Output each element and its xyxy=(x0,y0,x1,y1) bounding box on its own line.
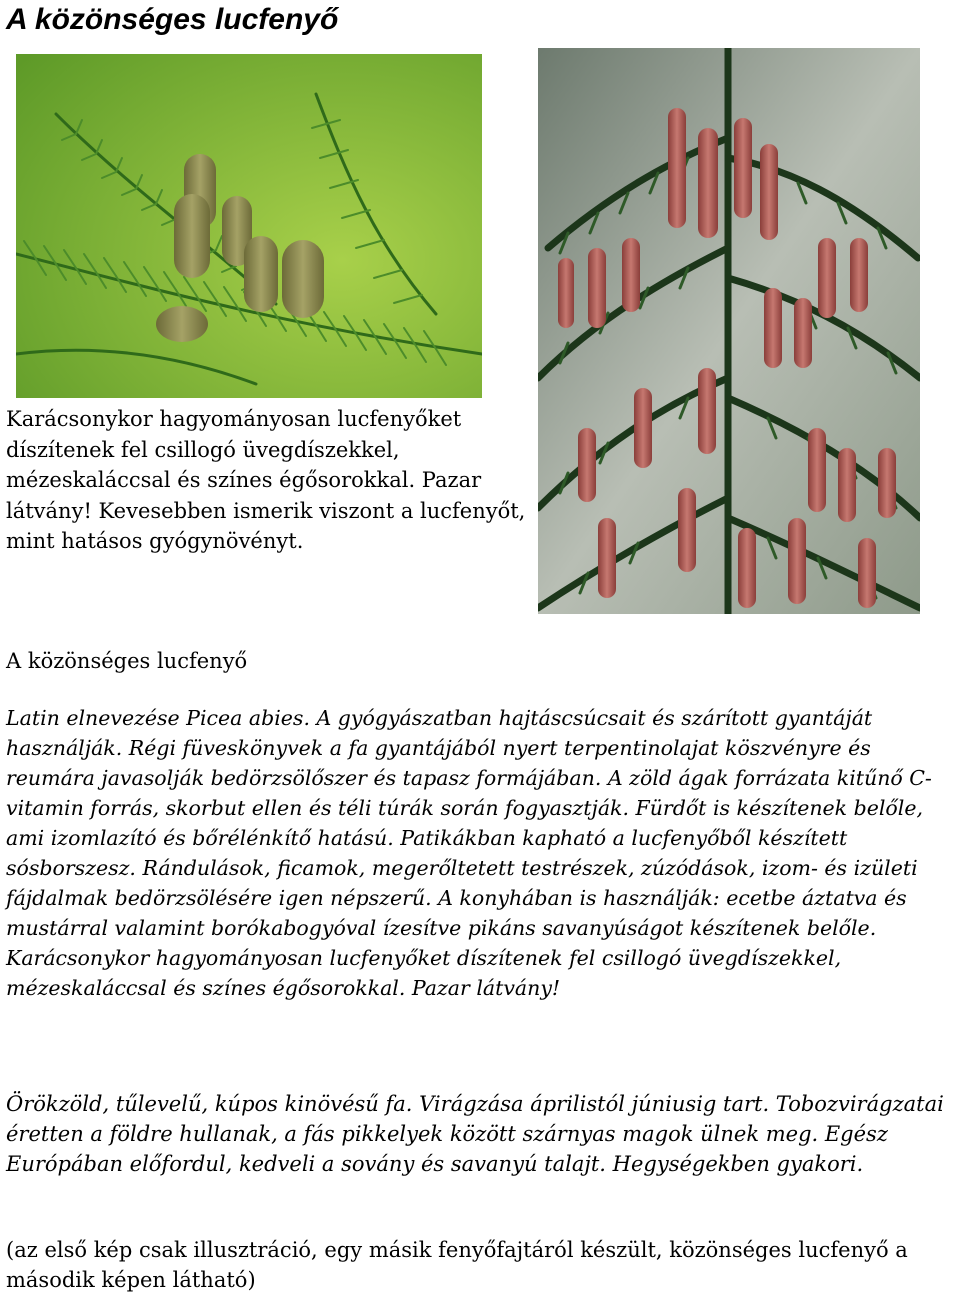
intro-paragraph: Karácsonykor hagyományosan lucfenyőket díszítenek fel csillogó üvegdíszekkel, mézeskaláccsal és színes égősorokkal. Pazar látvány! Kevesebben ismerik viszont a lucfenyőt, mint hatásos gyógynövényt. xyxy=(6,407,526,553)
description-paragraph: Latin elnevezése Picea abies. A gyógyászatban hajtáscsúcsait és szárított gyantáját használják. Régi füveskönyvek a fa gyantájából nyert terpentinolajat köszvényre és reumára javasolják bedörzsölőszer és tapasz formájában. A zöld ágak forrázata kitűnő C-vitamin forrás, skorbut ellen és téli túrák során fogyasztják. Fürdőt is készítenek belőle, ami izomlazító és bőrélénkítő hatású. Patikákban kapható a lucfenyőből készített sósborszesz. Rándulások, ficamok, megerőltetett testrészek, zúzódások, izom- és izületi fájdalmak bedörzsölésére igen népszerű. A konyhában is használják: ecetbe áztatva és mustárral valamint borókabogyóval ízesítve pikáns savanyúságot készítenek belőle. Karácsonykor hagyományosan lucfenyőket díszítenek fel csillogó üvegdíszekkel, mézeskaláccsal és színes égősorokkal. Pazar látvány! xyxy=(6,706,932,1000)
image-note: (az első kép csak illusztráció, egy másik fenyőfajtáról készült, közönséges lucfenyő a második képen látható) xyxy=(6,1238,908,1292)
botanical-paragraph: Örökzöld, tűlevelű, kúpos kinövésű fa. Virágzása áprilistól júniusig tart. Tobozvirágzatai éretten a földre hullanak, a fás pikkelyek között szárnyas magok ülnek meg. Egész Európában előfordul, kedveli a sovány és savanyú talajt. Hegységekben gyakori. xyxy=(6,1092,944,1176)
spruce-tree-photo xyxy=(538,48,920,614)
section-heading: A közönséges lucfenyő xyxy=(6,649,248,673)
fir-branch-photo xyxy=(16,54,482,398)
page-title: A közönséges lucfenyő xyxy=(6,3,339,36)
